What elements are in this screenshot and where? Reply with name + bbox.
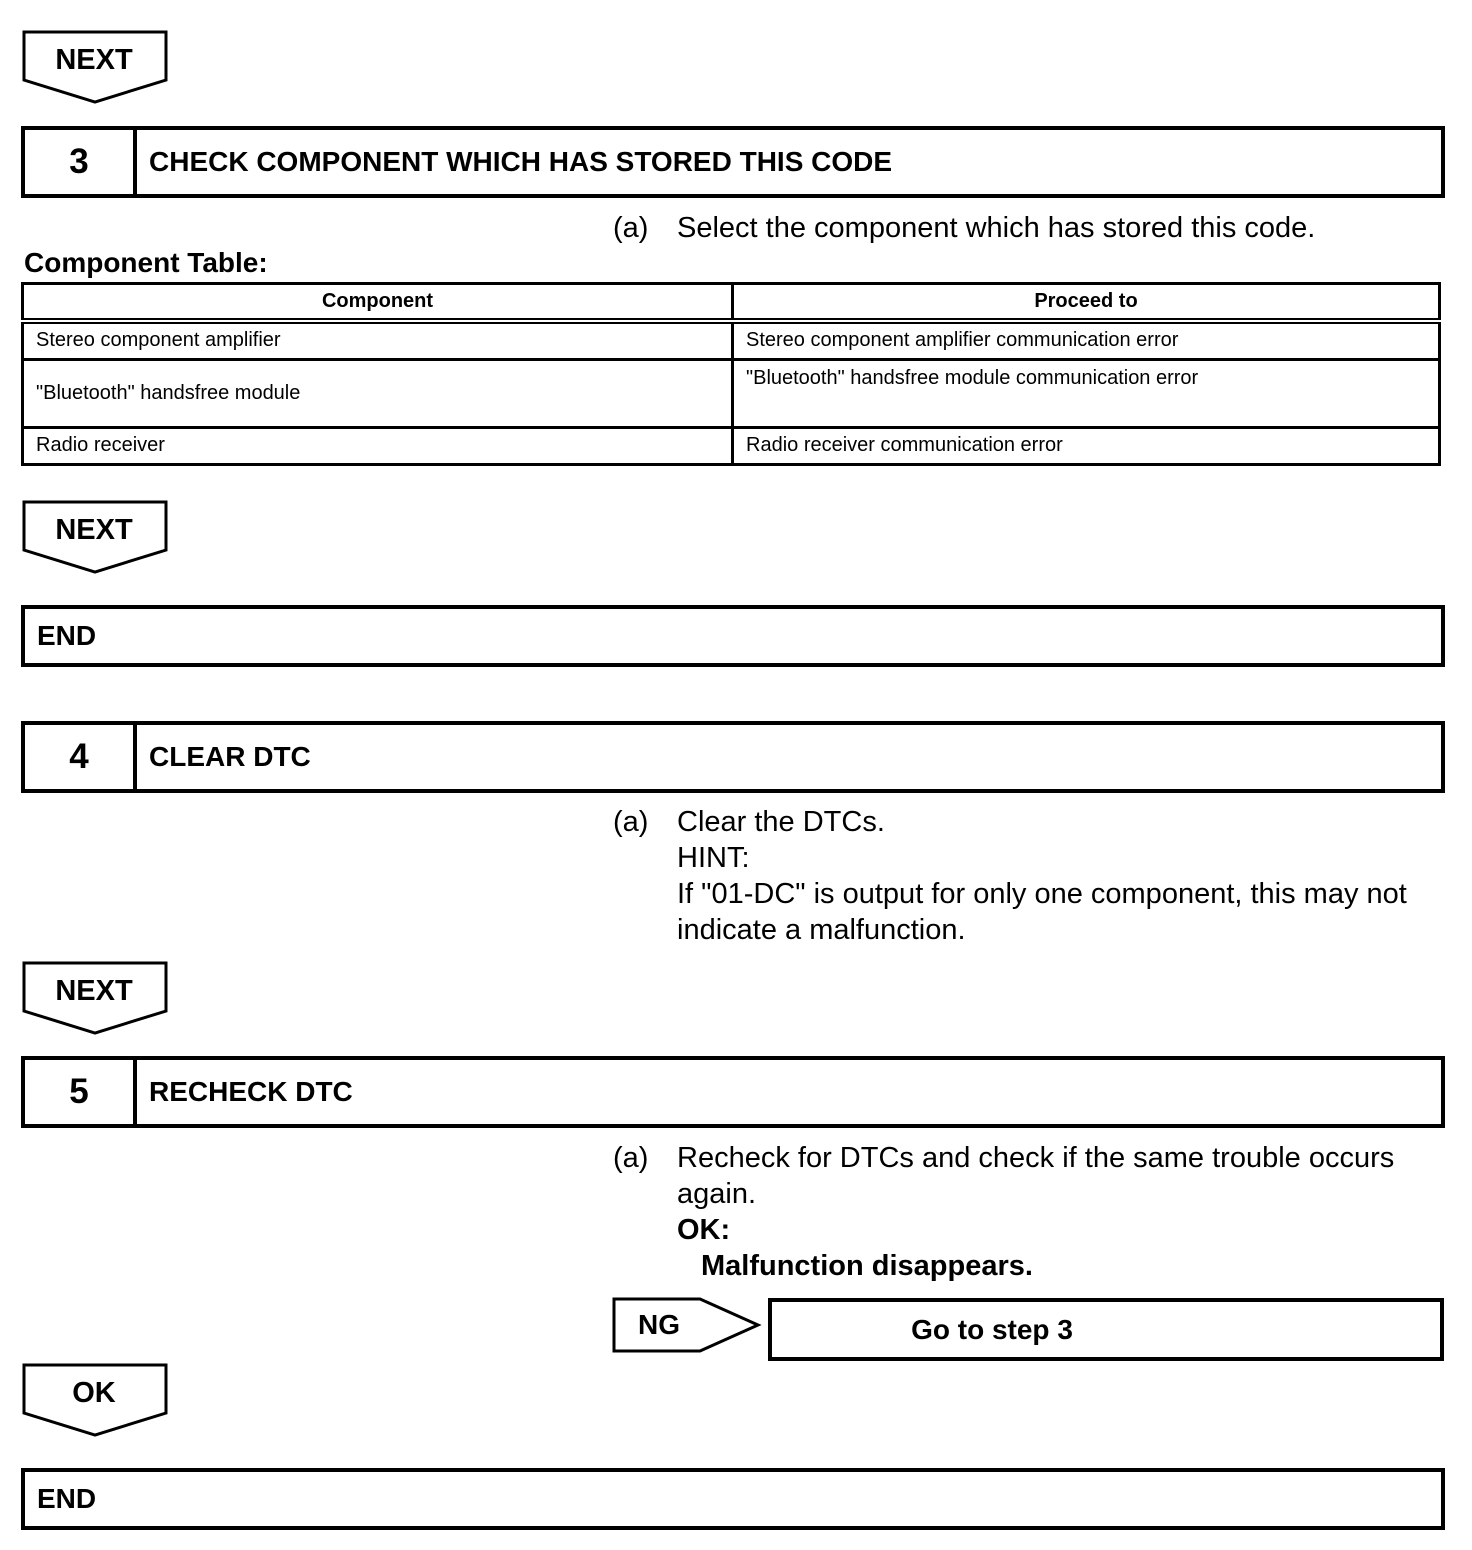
instruction-line: Clear the DTCs. <box>677 806 885 838</box>
end-label: END <box>37 620 97 651</box>
next-label: NEXT <box>55 975 133 1007</box>
instruction-line: indicate a malfunction. <box>677 914 966 946</box>
instruction-marker: (a) <box>613 806 649 838</box>
end-label: END <box>37 1483 97 1514</box>
right-arrow-shape <box>612 1297 762 1357</box>
table-caption: Component Table: <box>24 247 268 278</box>
step-5-header <box>21 1056 1445 1128</box>
next-tag <box>22 961 168 1035</box>
ok-tag <box>22 1363 168 1437</box>
next-label: NEXT <box>55 44 133 76</box>
table-cell: "Bluetooth" handsfree module <box>23 359 733 427</box>
table-row <box>23 359 1440 427</box>
component-table <box>21 282 1441 466</box>
ok-criteria-result: Malfunction disappears. <box>701 1250 1033 1282</box>
table-cell: Stereo component amplifier <box>23 321 733 359</box>
step-title: CLEAR DTC <box>149 741 311 772</box>
table-cell: Radio receiver <box>23 427 733 464</box>
ok-criteria-label: OK: <box>677 1214 731 1246</box>
table-row <box>23 427 1440 464</box>
step-title: CHECK COMPONENT WHICH HAS STORED THIS CODE <box>149 146 893 177</box>
instruction-text: Select the component which has stored this code. <box>677 212 1316 244</box>
column-header: Component <box>23 284 733 322</box>
instruction-line: HINT: <box>677 842 750 874</box>
step-title: RECHECK DTC <box>149 1076 353 1107</box>
goto-label: Go to step 3 <box>911 1314 1073 1345</box>
instruction-marker: (a) <box>613 212 649 244</box>
step-number: 5 <box>25 1060 137 1124</box>
table-cell: Stereo component amplifier communication error <box>733 321 1440 359</box>
instruction-marker: (a) <box>613 1142 649 1174</box>
step-number: 3 <box>25 130 137 194</box>
ng-label: NG <box>638 1309 680 1340</box>
end-box <box>21 605 1445 667</box>
table-row <box>23 321 1440 359</box>
step-number: 4 <box>25 725 137 789</box>
next-label: NEXT <box>55 514 133 546</box>
ok-label: OK <box>72 1377 116 1409</box>
instruction-line: again. <box>677 1178 757 1210</box>
column-header: Proceed to <box>733 284 1440 322</box>
table-cell: "Bluetooth" handsfree module communication error <box>733 359 1440 427</box>
goto-step-box <box>768 1298 1444 1361</box>
next-tag <box>22 500 168 574</box>
step-4-header <box>21 721 1445 793</box>
ng-tag <box>612 1297 762 1357</box>
step-3-header <box>21 126 1445 198</box>
instruction-line: Recheck for DTCs and check if the same trouble occurs <box>677 1142 1395 1174</box>
instruction-line: If "01-DC" is output for only one component, this may not <box>677 878 1407 910</box>
next-tag <box>22 30 168 104</box>
table-cell: Radio receiver communication error <box>733 427 1440 464</box>
end-box <box>21 1468 1445 1530</box>
